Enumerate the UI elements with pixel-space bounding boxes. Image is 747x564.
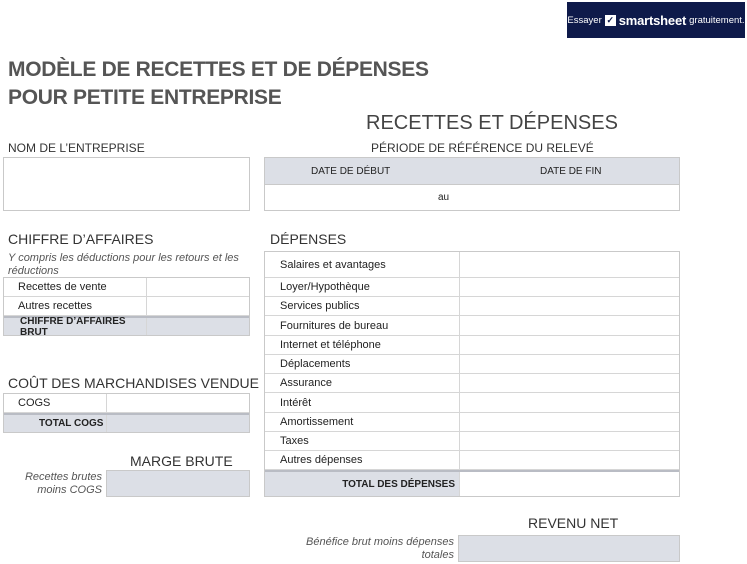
gross-margin-value[interactable] xyxy=(106,470,250,497)
net-revenue-note: Bénéfice brut moins dépenses totales xyxy=(306,536,454,561)
expense-value[interactable] xyxy=(459,252,679,277)
expense-value[interactable] xyxy=(459,336,679,354)
net-revenue-heading: REVENU NET xyxy=(528,515,619,531)
table-row xyxy=(265,278,679,297)
smartsheet-banner[interactable] xyxy=(567,2,745,38)
table-row xyxy=(265,432,679,451)
expense-value[interactable] xyxy=(459,413,679,431)
table-row xyxy=(265,374,679,393)
table-row xyxy=(4,315,249,338)
company-field[interactable] xyxy=(3,157,250,211)
table-row xyxy=(265,252,679,278)
net-revenue-value[interactable] xyxy=(458,535,680,562)
end-date-field[interactable] xyxy=(455,185,679,210)
table-row xyxy=(4,394,249,413)
expense-value[interactable] xyxy=(459,374,679,392)
expense-row-label: Loyer/Hypothèque xyxy=(280,281,370,293)
cogs-total-label: TOTAL COGS xyxy=(39,418,104,429)
table-row xyxy=(4,297,249,316)
expense-row-label: Autres dépenses xyxy=(280,454,363,466)
title-line-1: MODÈLE DE RECETTES ET DE DÉPENSES xyxy=(8,58,429,81)
cogs-heading: COÛT DES MARCHANDISES VENDUE xyxy=(8,375,260,391)
banner-brand-text: smartsheet xyxy=(618,12,687,28)
revenue-table xyxy=(3,277,250,336)
revenue-sales-value[interactable] xyxy=(146,278,249,296)
expenses-total-label: TOTAL DES DÉPENSES xyxy=(342,478,455,490)
expense-value[interactable] xyxy=(459,432,679,450)
expense-value[interactable] xyxy=(459,278,679,296)
cogs-table xyxy=(3,393,250,433)
gross-margin-note: Recettes brutes moins COGS xyxy=(24,471,102,496)
revenue-total-value[interactable] xyxy=(146,318,249,335)
revenue-total-label: CHIFFRE D’AFFAIRES BRUT xyxy=(20,315,126,338)
table-row xyxy=(265,393,679,413)
table-row xyxy=(265,470,679,496)
expense-value[interactable] xyxy=(459,355,679,373)
expenses-heading: DÉPENSES xyxy=(270,231,347,247)
expense-row-label: Services publics xyxy=(280,300,360,312)
start-date-label: DATE DE DÉBUT xyxy=(311,166,391,177)
period-label: PÉRIODE DE RÉFÉRENCE DU RELEVÉ xyxy=(371,141,594,155)
page-title xyxy=(8,56,429,112)
expense-value[interactable] xyxy=(459,451,679,469)
expense-row-label: Internet et téléphone xyxy=(280,339,381,351)
banner-try-text: Essayer xyxy=(567,14,602,26)
gross-margin-heading: MARGE BRUTE xyxy=(130,453,233,469)
table-row xyxy=(265,355,679,374)
expense-row-label: Taxes xyxy=(280,435,309,447)
expense-row-label: Intérêt xyxy=(280,396,312,409)
table-row xyxy=(265,413,679,432)
period-to-text: au xyxy=(438,192,450,203)
revenue-other-value[interactable] xyxy=(146,297,249,315)
period-table xyxy=(264,157,680,211)
expenses-table xyxy=(264,251,680,497)
expense-row-label: Fournitures de bureau xyxy=(280,319,389,332)
expense-value[interactable] xyxy=(459,393,679,412)
cogs-value[interactable] xyxy=(106,394,249,412)
company-label: NOM DE L’ENTREPRISE xyxy=(8,141,145,155)
table-row xyxy=(265,297,679,316)
expense-row-label: Amortissement xyxy=(280,416,354,428)
table-row xyxy=(265,451,679,470)
start-date-field[interactable] xyxy=(265,185,436,210)
revenue-row-label: Recettes de vente xyxy=(18,281,107,293)
table-row xyxy=(265,316,679,336)
revenue-note: Y compris les déductions pour les retours et les réductions xyxy=(8,252,239,277)
expense-row-label: Assurance xyxy=(280,377,332,389)
expense-row-label: Déplacements xyxy=(280,358,351,370)
expense-row-label: Salaires et avantages xyxy=(280,258,386,271)
banner-free-text: gratuitement. xyxy=(689,14,745,26)
check-icon: ✓ xyxy=(606,14,615,25)
table-row xyxy=(4,278,249,297)
revenue-row-label: Autres recettes xyxy=(18,300,92,312)
end-date-label: DATE DE FIN xyxy=(540,166,602,177)
expense-value[interactable] xyxy=(459,316,679,335)
right-header: RECETTES ET DÉPENSES xyxy=(366,112,618,134)
title-line-2: POUR PETITE ENTREPRISE xyxy=(8,86,282,109)
cogs-row-label: COGS xyxy=(18,397,51,409)
expenses-total-value[interactable] xyxy=(459,472,679,496)
table-row xyxy=(4,413,249,432)
revenue-heading: CHIFFRE D’AFFAIRES xyxy=(8,231,154,247)
expense-value[interactable] xyxy=(459,297,679,315)
cogs-total-value[interactable] xyxy=(106,415,249,432)
table-row xyxy=(265,336,679,355)
